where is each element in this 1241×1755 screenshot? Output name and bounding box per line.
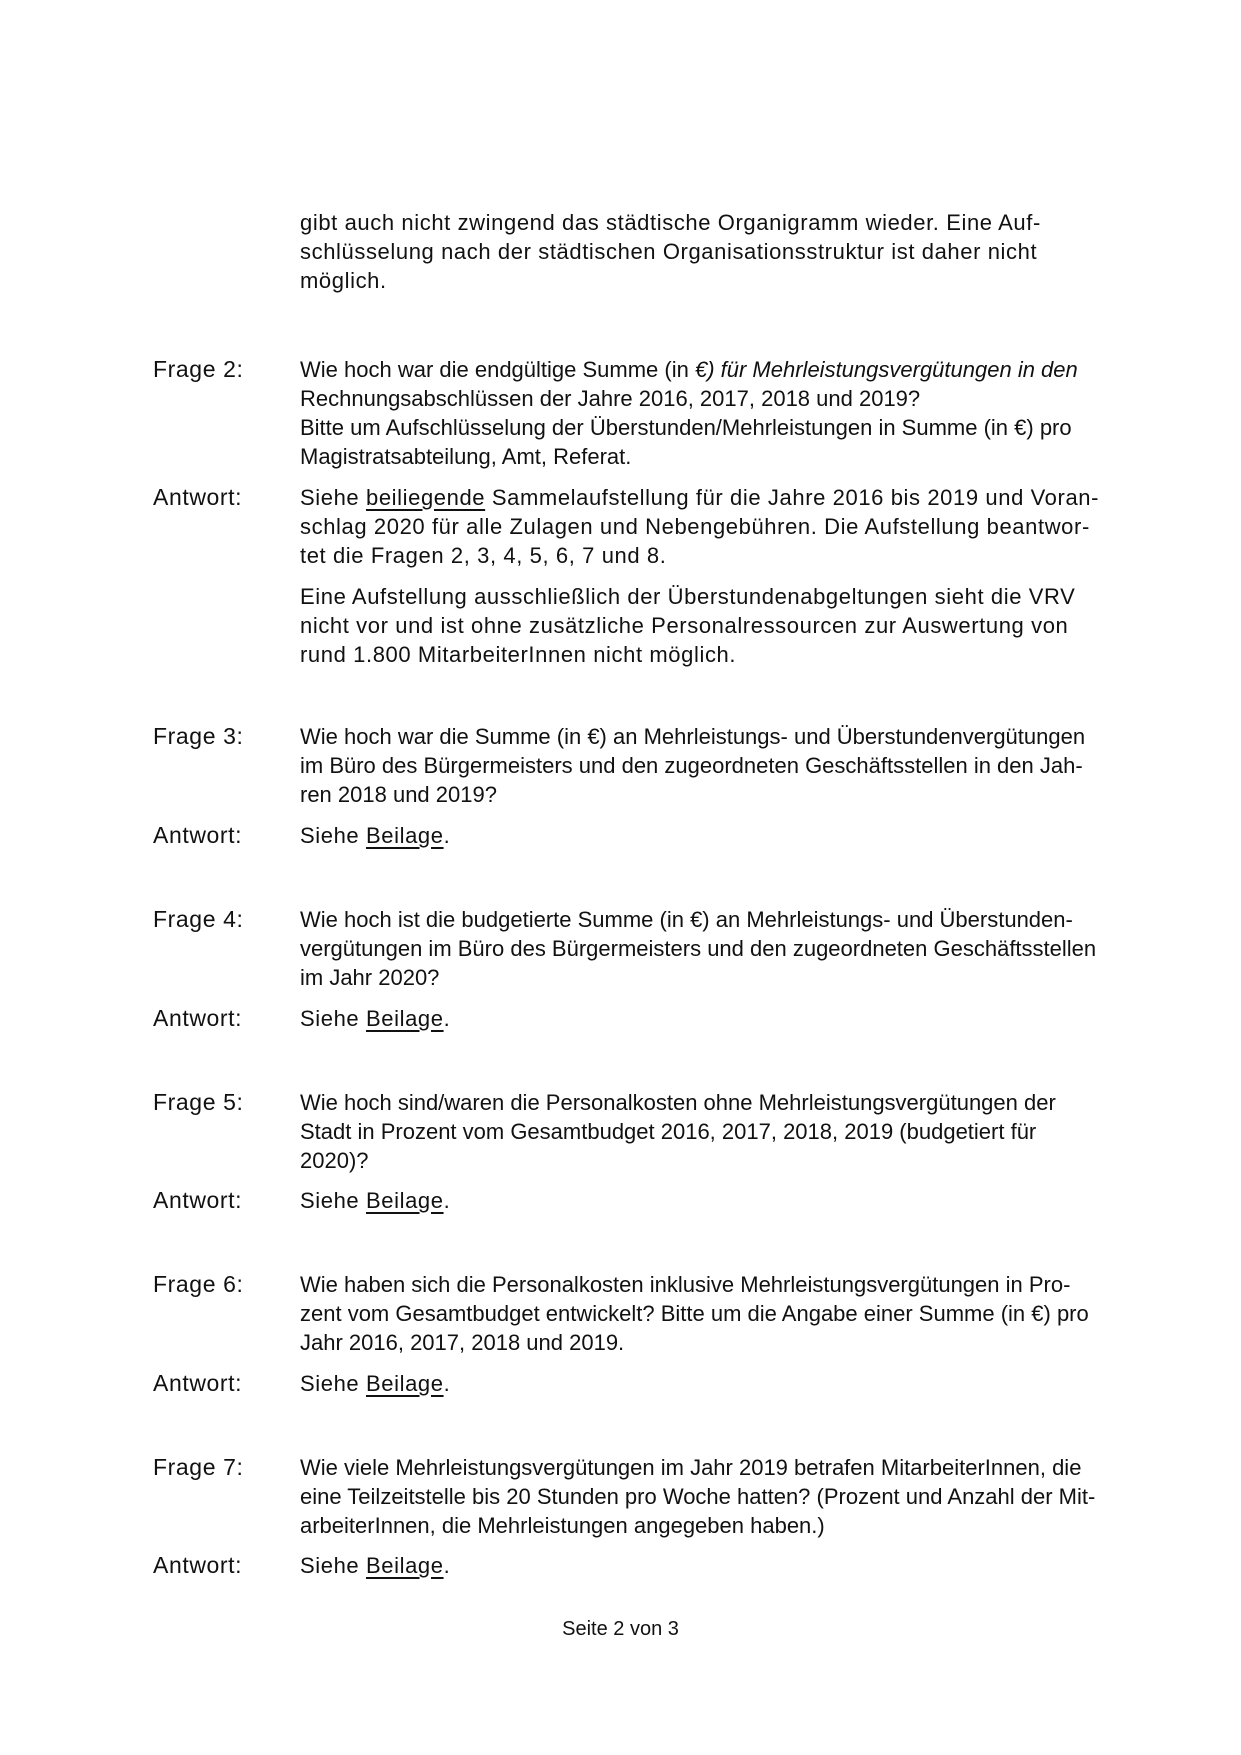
- question-2-line: Rechnungsabschlüssen der Jahre 2016, 2017, 2018 und 2019?: [300, 386, 921, 411]
- question-6-line: Wie haben sich die Personalkosten inklusive Mehrleistungsvergütungen in Pro-: [300, 1272, 1071, 1297]
- answer-2-line: tet die Fragen 2, 3, 4, 5, 6, 7 und 8.: [300, 543, 667, 568]
- question-4-text: [300, 905, 1140, 992]
- question-6-line: Jahr 2016, 2017, 2018 und 2019.: [300, 1330, 625, 1355]
- question-7-line: eine Teilzeitstelle bis 20 Stunden pro Woche hatten? (Prozent und Anzahl der Mit-: [300, 1484, 1096, 1509]
- answer-4-label: Antwort:: [153, 1005, 243, 1031]
- question-3-text: [300, 722, 1140, 809]
- answer-2-prefix: Siehe: [300, 485, 366, 510]
- answer-2-line: nicht vor und ist ohne zusätzliche Personalressourcen zur Auswertung von: [300, 613, 1069, 638]
- answer-4-line: [300, 1004, 1140, 1033]
- question-6-line: zent vom Gesamtbudget entwickelt? Bitte um die Angabe einer Summe (in €) pro: [300, 1301, 1089, 1326]
- question-7-line: Wie viele Mehrleistungsvergütungen im Jahr 2019 betrafen MitarbeiterInnen, die: [300, 1455, 1082, 1480]
- answer-3-suffix: .: [443, 823, 451, 848]
- question-2-line: Bitte um Aufschlüsselung der Überstunden/Mehrleistungen in Summe (in €) pro: [300, 415, 1072, 440]
- question-4-label: Frage 4:: [153, 906, 244, 932]
- answer-2-line: Eine Aufstellung ausschließlich der Überstundenabgeltungen sieht die VRV: [300, 584, 1076, 609]
- answer-5-suffix: .: [443, 1188, 451, 1213]
- answer-5-line: [300, 1186, 1140, 1215]
- answer-3-text: [300, 821, 1140, 850]
- question-2-label: Frage 2:: [153, 356, 244, 382]
- beilage-link[interactable]: Beilage: [365, 1188, 444, 1213]
- answer-2-paragraph-1: [300, 483, 1140, 570]
- intro-line: schlüsselung nach der städtischen Organisationsstruktur ist daher nicht: [300, 239, 1038, 264]
- answer-4-prefix: Siehe: [300, 1006, 366, 1031]
- question-2-line1-italic: €) für Mehrleistungsvergütungen in den: [694, 357, 1078, 382]
- question-4-line: vergütungen im Büro des Bürgermeisters und den zugeordneten Geschäftsstellen: [300, 936, 1097, 961]
- question-2-line: Magistratsabteilung, Amt, Referat.: [300, 444, 632, 469]
- question-7-label: Frage 7:: [153, 1454, 244, 1480]
- answer-5-prefix: Siehe: [300, 1188, 366, 1213]
- question-3-label: Frage 3:: [153, 723, 244, 749]
- answer-3-label: Antwort:: [153, 822, 243, 848]
- answer-7-suffix: .: [443, 1553, 451, 1578]
- answer-7-label: Antwort:: [153, 1552, 243, 1578]
- question-3-line: im Büro des Bürgermeisters und den zugeordneten Geschäftsstellen in den Jah-: [300, 753, 1083, 778]
- question-4-line: Wie hoch ist die budgetierte Summe (in €) an Mehrleistungs- und Überstunden-: [300, 907, 1073, 932]
- question-2-line1-part: Wie hoch war die endgültige Summe (in: [300, 357, 695, 382]
- question-6-label: Frage 6:: [153, 1271, 244, 1297]
- beiliegende-link[interactable]: beiliegende: [365, 485, 486, 510]
- answer-6-label: Antwort:: [153, 1370, 243, 1396]
- answer-7-prefix: Siehe: [300, 1553, 366, 1578]
- intro-line: möglich.: [300, 268, 387, 293]
- answer-5-label: Antwort:: [153, 1187, 243, 1213]
- question-4-line: im Jahr 2020?: [300, 965, 440, 990]
- answer-4-text: [300, 1004, 1140, 1033]
- question-3-line: ren 2018 und 2019?: [300, 782, 497, 807]
- answer-2-label: Antwort:: [153, 484, 243, 510]
- answer-2-line1-rest: Sammelaufstellung für die Jahre 2016 bis 2019 und Voran-: [485, 485, 1100, 510]
- answer-4-suffix: .: [443, 1006, 451, 1031]
- answer-2-line: schlag 2020 für alle Zulagen und Nebengebühren. Die Aufstellung beantwor-: [300, 514, 1090, 539]
- beilage-link[interactable]: Beilage: [365, 1553, 444, 1578]
- question-2-line: [300, 355, 1140, 384]
- answer-6-prefix: Siehe: [300, 1371, 366, 1396]
- question-5-label: Frage 5:: [153, 1089, 244, 1115]
- question-5-text: [300, 1088, 1140, 1175]
- question-7-text: [300, 1453, 1140, 1540]
- beilage-link[interactable]: Beilage: [365, 1371, 444, 1396]
- answer-6-suffix: .: [443, 1371, 451, 1396]
- answer-2-line: [300, 483, 1140, 512]
- question-3-line: Wie hoch war die Summe (in €) an Mehrleistungs- und Überstundenvergütungen: [300, 724, 1086, 749]
- answer-2-paragraph-2: [300, 582, 1140, 669]
- question-5-line: Wie hoch sind/waren die Personalkosten ohne Mehrleistungsvergütungen der: [300, 1090, 1056, 1115]
- question-7-line: arbeiterInnen, die Mehrleistungen angegeben haben.): [300, 1513, 825, 1538]
- intro-paragraph: [300, 208, 1140, 295]
- beilage-link[interactable]: Beilage: [365, 823, 444, 848]
- answer-2-line: rund 1.800 MitarbeiterInnen nicht möglich.: [300, 642, 737, 667]
- page-number-footer: Seite 2 von 3: [562, 1618, 679, 1640]
- question-6-text: [300, 1270, 1140, 1357]
- answer-6-line: [300, 1369, 1140, 1398]
- question-5-line: 2020)?: [300, 1148, 369, 1173]
- answer-3-line: [300, 821, 1140, 850]
- intro-line: gibt auch nicht zwingend das städtische Organigramm wieder. Eine Auf-: [300, 210, 1041, 235]
- answer-7-line: [300, 1551, 1140, 1580]
- beilage-link[interactable]: Beilage: [365, 1006, 444, 1031]
- question-2-text: [300, 355, 1140, 471]
- answer-7-text: [300, 1551, 1140, 1580]
- answer-6-text: [300, 1369, 1140, 1398]
- question-5-line: Stadt in Prozent vom Gesamtbudget 2016, 2017, 2018, 2019 (budgetiert für: [300, 1119, 1037, 1144]
- answer-3-prefix: Siehe: [300, 823, 366, 848]
- answer-5-text: [300, 1186, 1140, 1215]
